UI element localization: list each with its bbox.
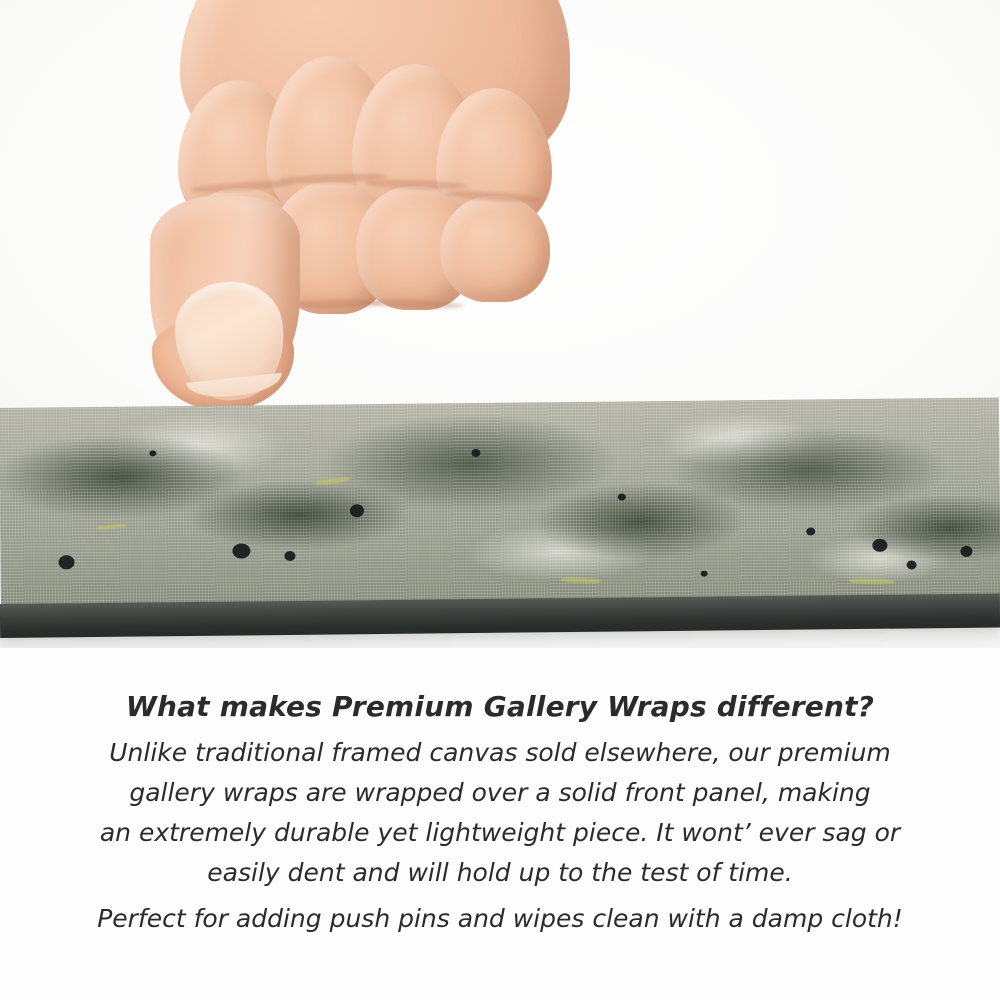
canvas-weave-texture — [0, 398, 1000, 620]
canvas-print-surface — [0, 398, 1000, 620]
paint-speck — [149, 450, 156, 456]
caption-closing-line: Perfect for adding push pins and wipes clean with a damp cloth! — [97, 904, 903, 933]
paint-speck — [284, 551, 295, 561]
finger-segment-pinky — [440, 196, 550, 302]
paint-speck — [471, 449, 480, 457]
paint-speck — [907, 560, 917, 569]
caption-line: an extremely durable yet lightweight piece. It wont’ ever sag or — [99, 818, 901, 847]
paint-speck — [960, 546, 972, 557]
caption-line: gallery wraps are wrapped over a solid front panel, making — [129, 778, 871, 807]
paint-speck — [701, 571, 708, 577]
paint-speck — [806, 527, 815, 535]
paint-speck — [618, 493, 626, 500]
caption-line: Unlike traditional framed canvas sold elsewhere, our premium — [109, 738, 891, 767]
caption-block — [0, 690, 1000, 939]
paint-speck — [58, 555, 74, 569]
caption-body — [0, 733, 1000, 939]
hand-illustration — [120, 0, 590, 430]
caption-line: easily dent and will hold up to the test of time. — [207, 858, 793, 887]
caption-heading: What makes Premium Gallery Wraps different? — [125, 690, 875, 723]
paint-speck — [232, 543, 250, 558]
paint-speck — [350, 504, 364, 517]
